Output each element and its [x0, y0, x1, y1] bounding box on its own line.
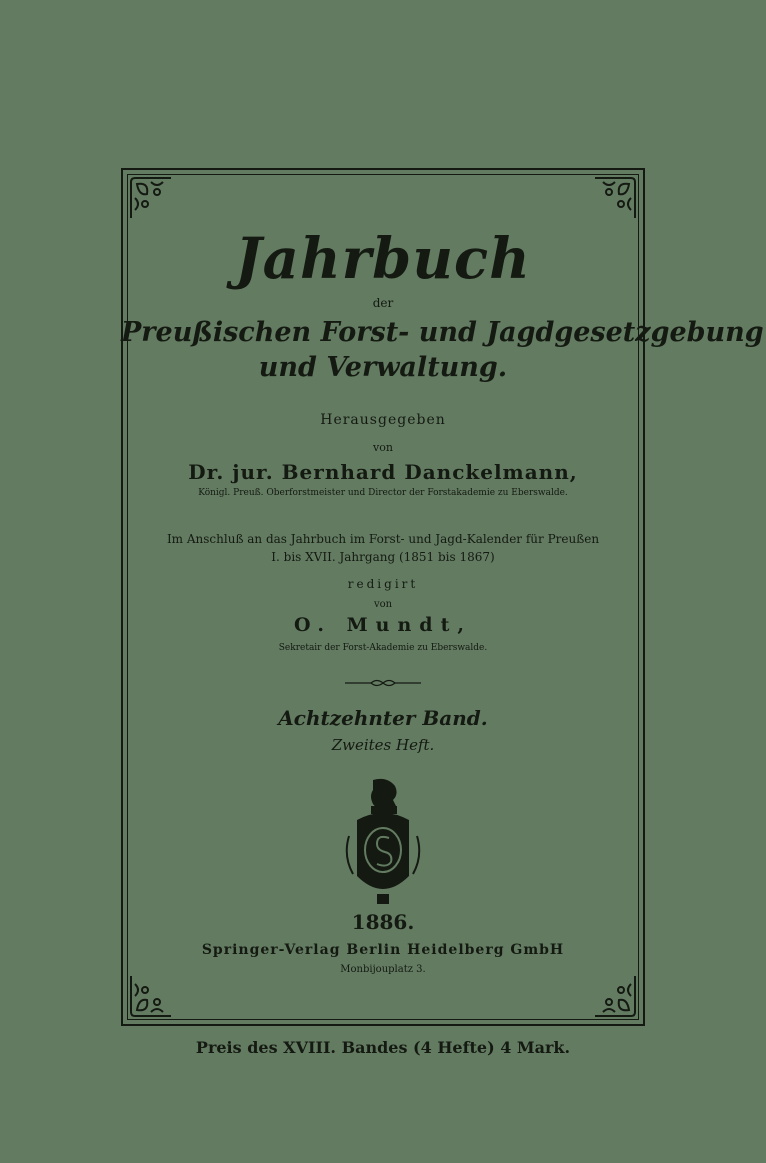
corner-flourish-top-right-icon — [591, 174, 639, 222]
association-line-1: Im Anschluß an das Jahrbuch im Forst- und Jagd-Kalender für Preußen — [166, 532, 600, 546]
title-connector: der — [372, 296, 394, 310]
publication-year: 1886. — [351, 910, 415, 934]
subtitle-line-1: Preußischen Forst- und Jagdgesetzgebung — [121, 317, 764, 348]
editor-affiliation: Sekretair der Forst-Akademie zu Eberswalde. — [278, 643, 488, 653]
issue-label: Zweites Heft. — [331, 736, 435, 754]
editor-name: O. Mundt, — [293, 614, 472, 636]
price-line: Preis des XVIII. Bandes (4 Hefte) 4 Mark. — [195, 1038, 571, 1057]
association-line-2: I. bis XVII. Jahrgang (1851 bis 1867) — [271, 550, 495, 564]
herausgegeben-label: Herausgegeben — [320, 412, 446, 428]
book-title: Jahrbuch — [235, 226, 531, 292]
corner-flourish-top-left-icon — [127, 174, 175, 222]
publisher-name: Springer-Verlag Berlin Heidelberg GmbH — [201, 942, 565, 958]
author-affiliation: Königl. Preuß. Oberforstmeister und Director der Forstakademie zu Eberswalde. — [198, 488, 568, 498]
von-label-1: von — [373, 441, 393, 454]
subtitle-line-2: und Verwaltung. — [258, 352, 508, 383]
ornamental-divider-icon — [345, 673, 421, 683]
publisher-address: Monbijouplatz 3. — [340, 964, 426, 975]
corner-flourish-bottom-left-icon — [127, 972, 175, 1020]
corner-flourish-bottom-right-icon — [591, 972, 639, 1020]
von-label-2: von — [373, 599, 393, 610]
springer-horse-logo-icon — [343, 776, 423, 910]
redigirt-label: redigirt — [347, 577, 419, 591]
author-name: Dr. jur. Bernhard Danckelmann, — [188, 460, 578, 484]
volume-label: Achtzehnter Band. — [278, 706, 488, 730]
